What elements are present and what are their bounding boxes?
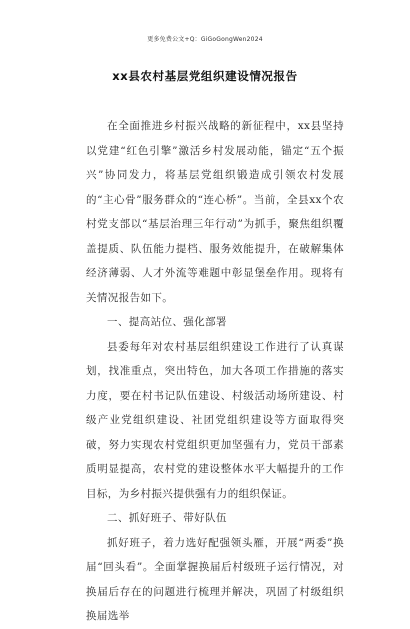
- header-promo-note: 更多免费公文+Q：GiGoGongWen2024: [147, 36, 263, 43]
- intro-paragraph: 在全面推进乡村振兴战略的新征程中，xx县坚持以党建“红色引擎”激活乡村发展动能，锚定“五个振兴”协同发力，将基层党组织锻造成引领农村发展的“主心骨”服务群众的“连心桥”。当前，全县xx个农村党支部以“基层治理三年行动”为抓手，聚焦组织覆盖提质、队伍能力提档、服务效能提升，在破解集体经济薄弱、人才外流等难题中彰显堡垒作用。现将有关情况报告如下。: [86, 120, 344, 304]
- section-1-paragraph: 县委每年对农村基层组织建设工作进行了认真谋划，找准重点，突出特色，加大各项工作措施的落实力度，要在村书记队伍建设、村级活动场所建设、村级产业党组织建设、社团党组织建设等方面取得突破，努力实现农村党组织更加坚强有力，党员干部素质明显提高，农村党的建设整体水平大幅提升的工作目标，为乡村振兴提供强有力的组织保证。: [86, 340, 344, 500]
- page-title: xx县农村基层党组织建设情况报告: [112, 69, 298, 83]
- section-heading-2: 二、抓好班子、带好队伍: [107, 512, 227, 524]
- section-2-paragraph: 抓好班子，着力选好配强领头雁，开展“两委”换届“回头看”。全面掌握换届后村级班子运行情况，对换届后存在的问题进行梳理并解决，巩固了村级组织换届选举: [86, 536, 344, 622]
- section-heading-1: 一、提高站位、强化部署: [107, 316, 227, 328]
- document-body: [86, 114, 344, 629]
